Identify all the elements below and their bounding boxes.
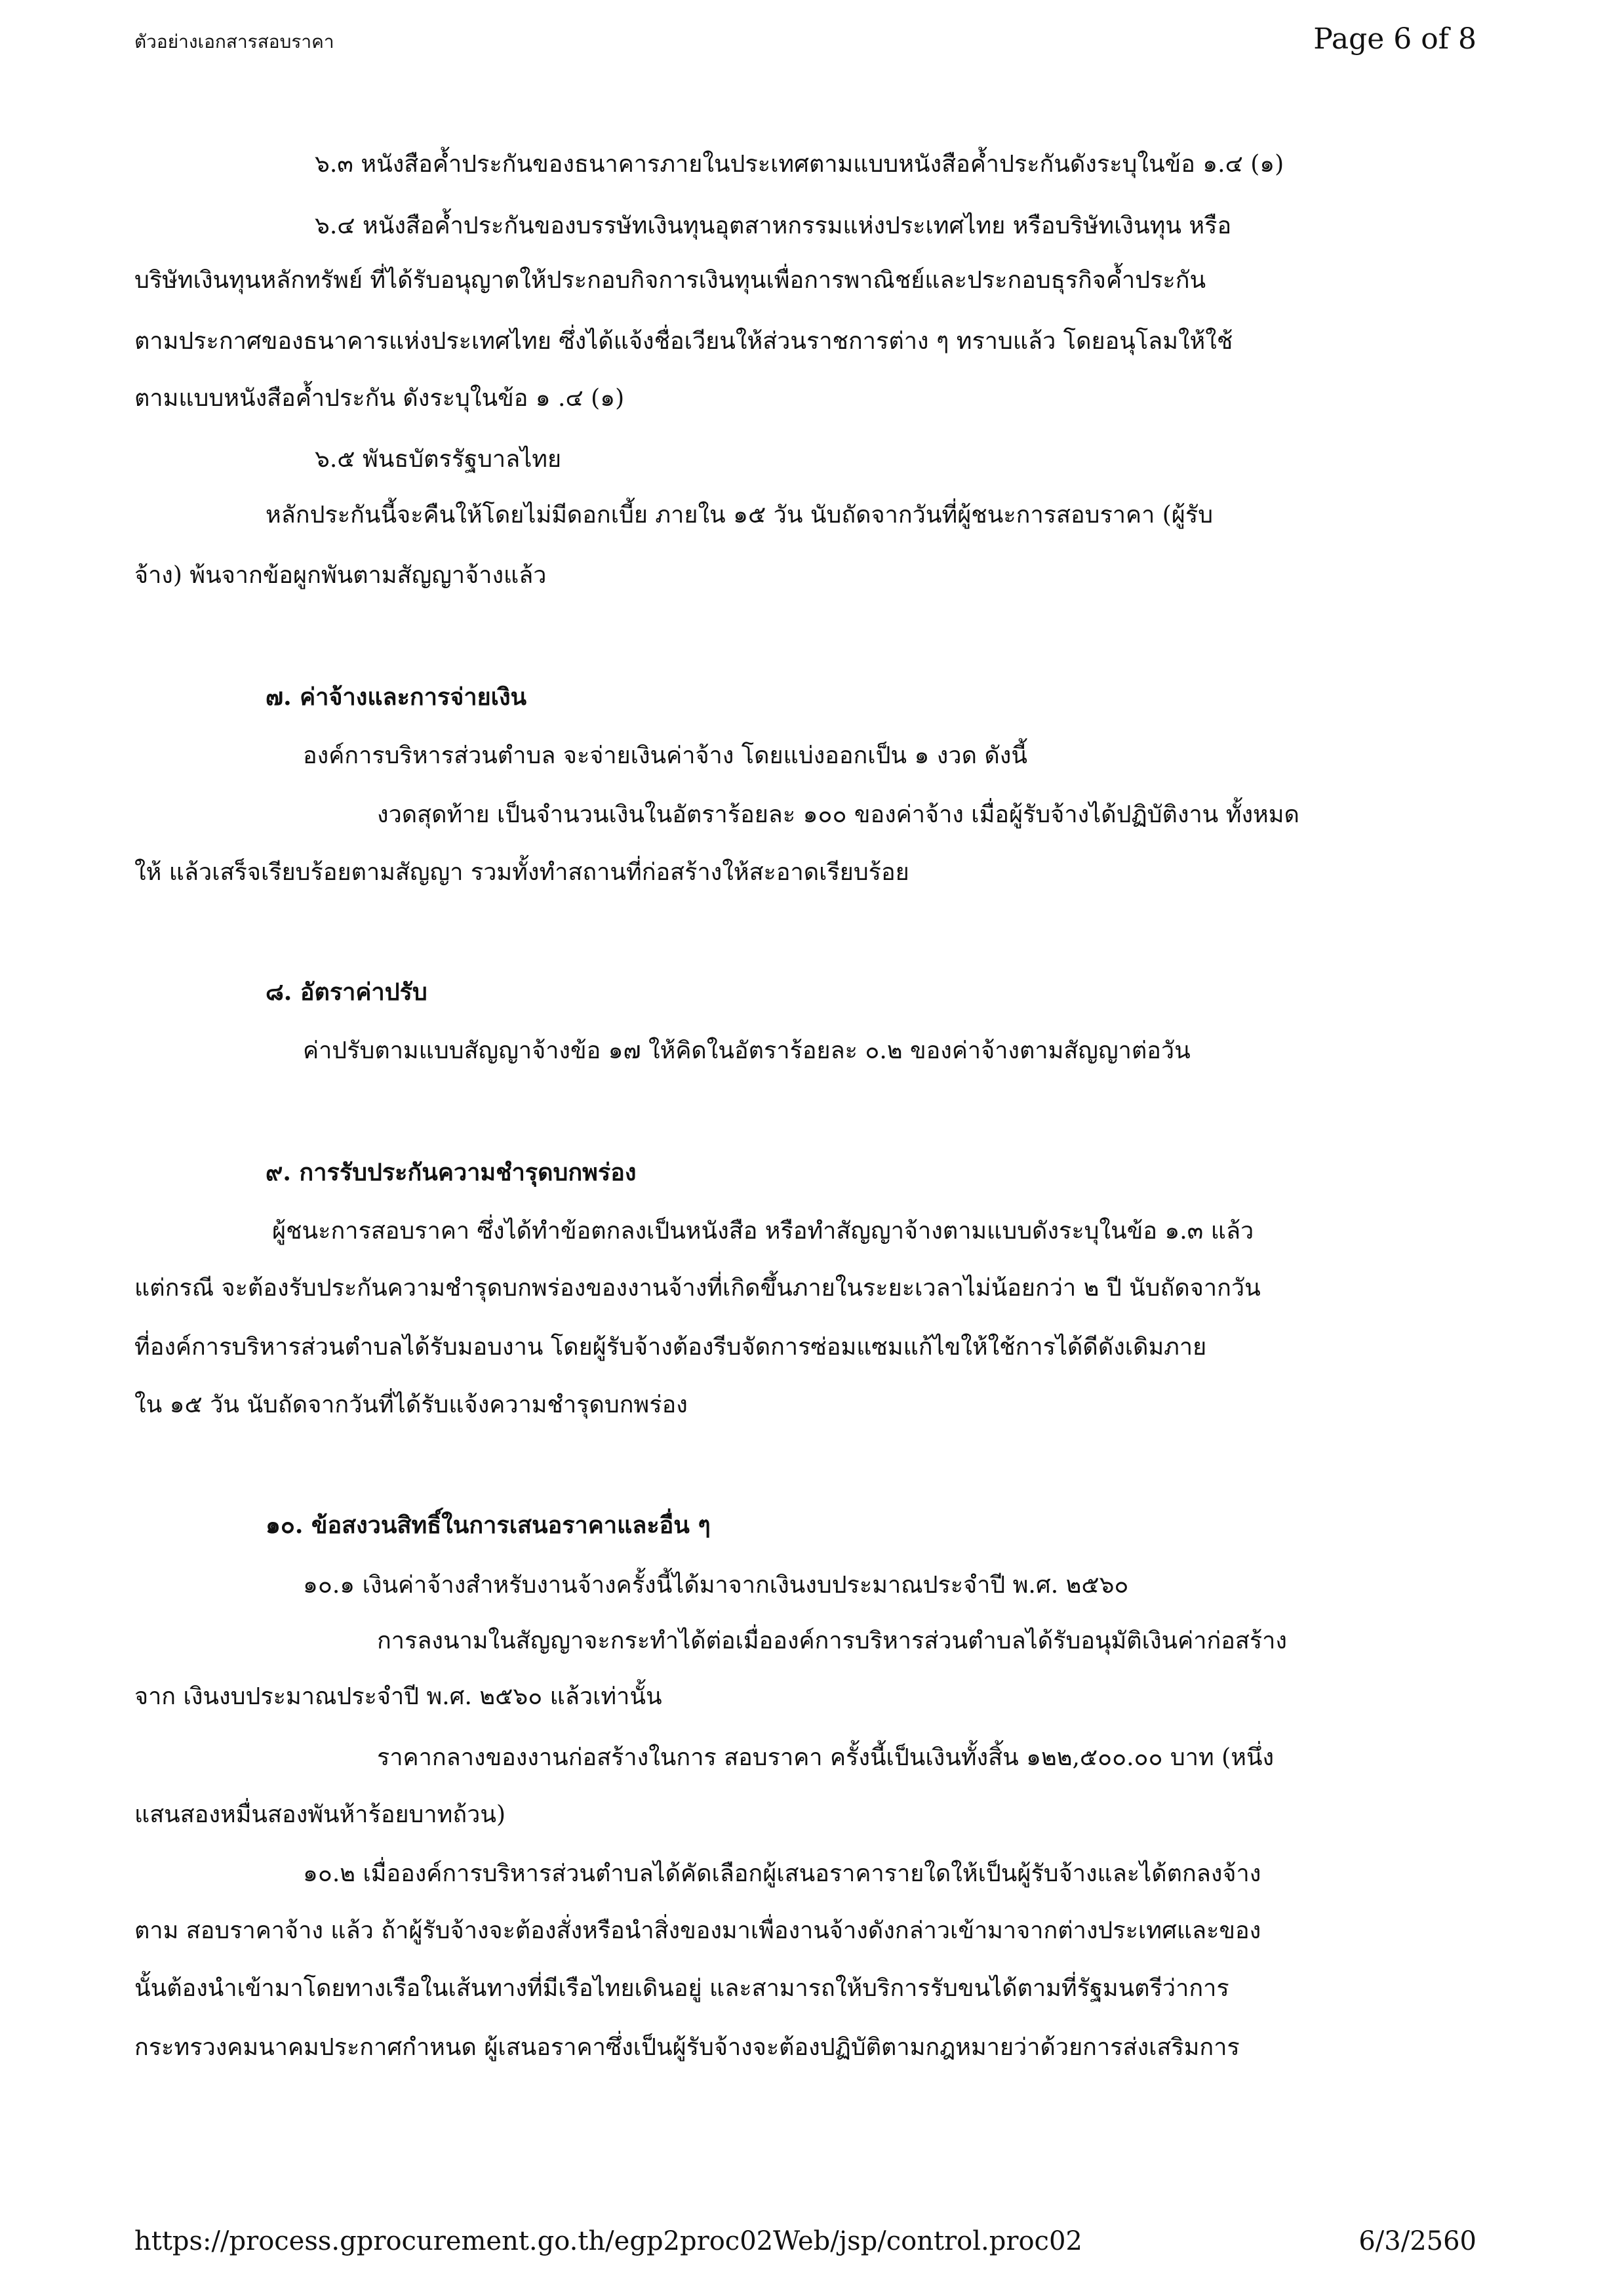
section-heading-10: ๑๐. ข้อสงวนสิทธิ์ในการเสนอราคาและอื่น ๆ: [266, 1511, 711, 1539]
text-line: ค่าปรับตามแบบสัญญาจ้างข้อ ๑๗ ให้คิดในอัตราร้อยละ ๐.๒ ของค่าจ้างตามสัญญาต่อวัน: [303, 1037, 1191, 1064]
text-line: บริษัทเงินทุนหลักทรัพย์ ที่ได้รับอนุญาตให้ประกอบกิจการเงินทุนเพื่อการพาณิชย์และประกอบธุรกิจค้ำประกัน: [134, 267, 1206, 294]
source-url: https://process.gprocurement.go.th/egp2proc02Web/jsp/control.proc02: [134, 2226, 1082, 2256]
text-line: ผู้ชนะการสอบราคา ซึ่งได้ทำข้อตกลงเป็นหนังสือ หรือทำสัญญาจ้างตามแบบดังระบุในข้อ ๑.๓ แล้ว: [272, 1218, 1254, 1245]
text-line: ๖.๔ หนังสือค้ำประกันของบรรษัทเงินทุนอุตสาหกรรมแห่งประเทศไทย หรือบริษัทเงินทุน หรือ: [315, 212, 1232, 239]
text-line: แต่กรณี จะต้องรับประกันความชำรุดบกพร่องของงานจ้างที่เกิดขึ้นภายในระยะเวลาไม่น้อยกว่า ๒ ปี นับถัดจากวัน: [134, 1275, 1261, 1302]
print-date: 6/3/2560: [1358, 2226, 1476, 2256]
text-line: ๑๐.๑ เงินค่าจ้างสำหรับงานจ้างครั้งนี้ได้มาจากเงินงบประมาณประจำปี พ.ศ. ๒๕๖๐: [303, 1572, 1129, 1599]
text-line: ตาม สอบราคาจ้าง แล้ว ถ้าผู้รับจ้างจะต้องสั่งหรือนำสิ่งของมาเพื่องานจ้างดังกล่าวเข้ามาจากต่างประเทศและของ: [134, 1917, 1261, 1944]
text-line: นั้นต้องนำเข้ามาโดยทางเรือในเส้นทางที่มีเรือไทยเดินอยู่ และสามารถให้บริการรับขนได้ตามที่รัฐมนตรีว่าการ: [134, 1975, 1229, 2002]
text-line: แสนสองหมื่นสองพันห้าร้อยบาทถ้วน): [134, 1801, 505, 1828]
section-heading-7: ๗. ค่าจ้างและการจ่ายเงิน: [266, 683, 527, 711]
text-line: ใน ๑๕ วัน นับถัดจากวันที่ได้รับแจ้งความชำรุดบกพร่อง: [134, 1391, 688, 1418]
text-line: งวดสุดท้าย เป็นจำนวนเงินในอัตราร้อยละ ๑๐๐ ของค่าจ้าง เมื่อผู้รับจ้างได้ปฏิบัติงาน ทั้งหมด: [377, 801, 1299, 828]
text-line: ๖.๕ พันธบัตรรัฐบาลไทย: [315, 446, 562, 473]
text-line: หลักประกันนี้จะคืนให้โดยไม่มีดอกเบี้ย ภายใน ๑๕ วัน นับถัดจากวันที่ผู้ชนะการสอบราคา (ผู้รับ: [266, 502, 1214, 529]
text-line: ตามประกาศของธนาคารแห่งประเทศไทย ซึ่งได้แจ้งชื่อเวียนให้ส่วนราชการต่าง ๆ ทราบแล้ว โดยอนุโลมให้ใช้: [134, 328, 1233, 355]
section-heading-9: ๙. การรับประกันความชำรุดบกพร่อง: [266, 1159, 637, 1186]
text-line: องค์การบริหารส่วนตำบล จะจ่ายเงินค่าจ้าง โดยแบ่งออกเป็น ๑ งวด ดังนี้: [303, 742, 1027, 769]
text-line: กระทรวงคมนาคมประกาศกำหนด ผู้เสนอราคาซึ่งเป็นผู้รับจ้างจะต้องปฏิบัติตามกฎหมายว่าด้วยการส่งเสริมการ: [134, 2034, 1240, 2061]
text-line: จาก เงินงบประมาณประจำปี พ.ศ. ๒๕๖๐ แล้วเท่านั้น: [134, 1683, 662, 1710]
document-title: ตัวอย่างเอกสารสอบราคา: [134, 31, 334, 52]
page-number: Page 6 of 8: [1313, 22, 1476, 56]
text-line: ๖.๓ หนังสือค้ำประกันของธนาคารภายในประเทศตามแบบหนังสือค้ำประกันดังระบุในข้อ ๑.๔ (๑): [315, 151, 1284, 178]
text-line: การลงนามในสัญญาจะกระทำได้ต่อเมื่อองค์การบริหารส่วนตำบลได้รับอนุมัติเงินค่าก่อสร้าง: [377, 1627, 1287, 1654]
section-heading-8: ๘. อัตราค่าปรับ: [266, 978, 427, 1006]
text-line: ที่องค์การบริหารส่วนตำบลได้รับมอบงาน โดยผู้รับจ้างต้องรีบจัดการซ่อมแซมแก้ไขให้ใช้การได้ดีดังเดิมภาย: [134, 1334, 1207, 1361]
text-line: จ้าง) พ้นจากข้อผูกพันตามสัญญาจ้างแล้ว: [134, 562, 547, 589]
text-line: ราคากลางของงานก่อสร้างในการ สอบราคา ครั้งนี้เป็นเงินทั้งสิ้น ๑๒๒,๕๐๐.๐๐ บาท (หนึ่ง: [377, 1744, 1275, 1771]
text-line: ตามแบบหนังสือค้ำประกัน ดังระบุในข้อ ๑ .๔ (๑): [134, 385, 625, 412]
text-line: ๑๐.๒ เมื่อองค์การบริหารส่วนตำบลได้คัดเลือกผู้เสนอราคารายใดให้เป็นผู้รับจ้างและได้ตกลงจ้าง: [303, 1860, 1261, 1887]
text-line: ให้ แล้วเสร็จเรียบร้อยตามสัญญา รวมทั้งทำสถานที่ก่อสร้างให้สะอาดเรียบร้อย: [134, 859, 909, 886]
